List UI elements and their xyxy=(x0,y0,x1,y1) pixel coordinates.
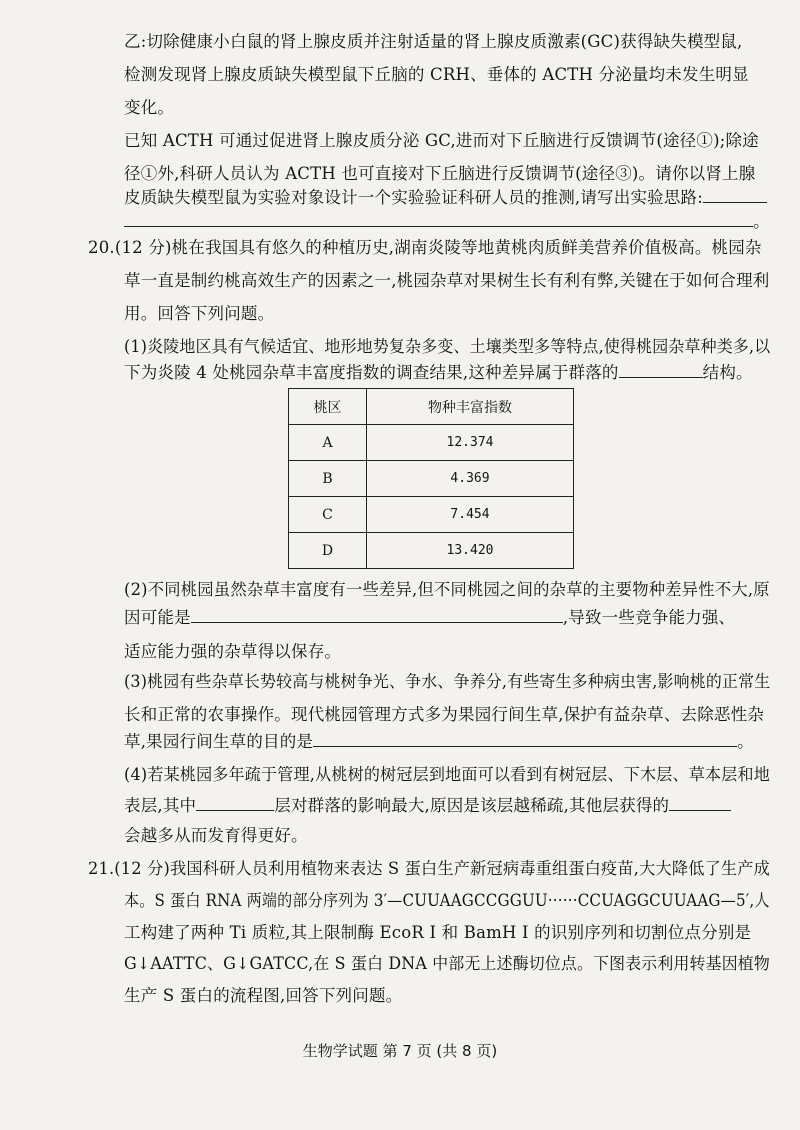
prev-line-4: 已知 ACTH 可通过促进肾上腺皮质分泌 GC,进而对下丘脑进行反馈调节(途径①);除途 xyxy=(124,131,759,150)
q20-p4-line-2 xyxy=(124,794,731,818)
q20-p3-text: 草,果园行间生草的目的是 xyxy=(124,732,314,751)
prev-line-3: 变化。 xyxy=(124,98,175,117)
q20-p1-text: 下为炎陵 4 处桃园杂草丰富度指数的调查结果,这种差异属于群落的 xyxy=(124,363,619,382)
prev-line-6-text: 皮质缺失模型鼠为实验对象设计一个实验验证科研人员的推测,请写出实验思路: xyxy=(124,188,704,207)
prev-line-6 xyxy=(124,186,767,210)
page-footer: 生物学试题 第 7 页 (共 8 页) xyxy=(302,1042,498,1060)
cell-area: A xyxy=(289,425,367,461)
q21-text-1: 我国科研人员利用植物来表达 S 蛋白生产新冠病毒重组蛋白疫苗,大大降低了生产成 xyxy=(169,859,771,878)
q20-number: 20. xyxy=(88,238,115,257)
q20-p3-line-3 xyxy=(124,730,754,754)
q20-score: (12 分) xyxy=(114,238,172,257)
q21-line-4: G↓AATTC、G↓GATCC,在 S 蛋白 DNA 中部无上述酶切位点。下图表示利用转基因植物 xyxy=(124,954,770,973)
q20-p3-line-2: 长和正常的农事操作。现代桃园管理方式多为果园行间生草,保护有益杂草、去除恶性杂 xyxy=(124,705,765,724)
q21-line-5: 生产 S 蛋白的流程图,回答下列问题。 xyxy=(124,986,403,1005)
q20-p4-text-b: 层对群落的影响最大,原因是该层越稀疏,其他层获得的 xyxy=(274,796,670,815)
prev-line-1: 乙:切除健康小白鼠的肾上腺皮质并注射适量的肾上腺皮质激素(GC)获得缺失模型鼠, xyxy=(124,32,743,51)
q20-intro-3: 用。回答下列问题。 xyxy=(124,304,275,323)
cell-index: 12.374 xyxy=(367,425,574,461)
cell-area: B xyxy=(289,461,367,497)
q21-line-3: 工构建了两种 Ti 质粒,其上限制酶 EcoR Ⅰ 和 BamH Ⅰ 的识别序列和切割位点分别是 xyxy=(124,923,752,942)
q21-score: (12 分) xyxy=(114,859,170,878)
q20-p2-text: 因可能是 xyxy=(124,608,191,627)
cell-area: C xyxy=(289,497,367,533)
q20-p2-line-2 xyxy=(124,606,735,630)
q20-p3-end: 。 xyxy=(737,732,754,751)
q21-number: 21. xyxy=(88,859,115,878)
q20-p3-line-1: (3)桃园有些杂草长势较高与桃树争光、争水、争养分,有些寄生多种病虫害,影响桃的正常生 xyxy=(124,672,771,691)
table-row xyxy=(289,425,574,461)
cell-index: 13.420 xyxy=(367,533,574,569)
cell-index: 7.454 xyxy=(367,497,574,533)
answer-blank-q20-4b[interactable] xyxy=(669,794,731,811)
q20-p2-line-1: (2)不同桃园虽然杂草丰富度有一些差异,但不同桃园之间的杂草的主要物种差异性不大,原 xyxy=(124,580,770,599)
q21-line-1 xyxy=(88,857,770,881)
answer-blank-q20-3[interactable] xyxy=(313,730,737,747)
header-richness-index: 物种丰富指数 xyxy=(367,389,574,425)
answer-blank-q20-2[interactable] xyxy=(191,606,563,623)
q20-intro-2: 草一直是制约桃高效生产的因素之一,桃园杂草对果树生长有利有弊,关键在于如何合理利 xyxy=(124,271,770,290)
header-peach-area: 桃区 xyxy=(289,389,367,425)
richness-table xyxy=(288,388,574,569)
answer-blank-q20-1[interactable] xyxy=(619,361,703,378)
q20-p2-line-3: 适应能力强的杂草得以保存。 xyxy=(124,642,342,661)
q20-p2-mid: ,导致一些竞争能力强、 xyxy=(562,608,736,627)
prev-line-5: 径①外,科研人员认为 ACTH 也可直接对下丘脑进行反馈调节(途径③)。请你以肾上腺 xyxy=(124,164,756,183)
q20-p4-text-a: 表层,其中 xyxy=(124,796,197,815)
prev-line-7 xyxy=(124,210,770,234)
q20-p1-tail: 结构。 xyxy=(702,363,753,382)
table-row xyxy=(289,461,574,497)
prev-end-mark: 。 xyxy=(753,212,770,231)
answer-blank-prev-a[interactable] xyxy=(703,186,767,203)
table-row xyxy=(289,497,574,533)
answer-blank-prev-b[interactable] xyxy=(124,210,753,227)
answer-blank-q20-4a[interactable] xyxy=(196,794,274,811)
table-header-row xyxy=(289,389,574,425)
q20-p4-line-1: (4)若某桃园多年疏于管理,从桃树的树冠层到地面可以看到有树冠层、下木层、草本层和地 xyxy=(124,765,771,784)
cell-area: D xyxy=(289,533,367,569)
prev-line-2: 检测发现肾上腺皮质缺失模型鼠下丘脑的 CRH、垂体的 ACTH 分泌量均未发生明显 xyxy=(124,65,749,84)
q20-p4-line-3: 会越多从而发育得更好。 xyxy=(124,826,308,845)
cell-index: 4.369 xyxy=(367,461,574,497)
q21-line-2: 本。S 蛋白 RNA 两端的部分序列为 3′—CUUAAGCCGGUU······CCUAGGCUUAAG—5′,人 xyxy=(124,891,770,910)
q20-p1-line-2 xyxy=(124,361,753,385)
q20-p1-line-1: (1)炎陵地区具有气候适宜、地形地势复杂多变、土壤类型多等特点,使得桃园杂草种类多,以 xyxy=(124,337,771,356)
q20-intro-1: 桃在我国具有悠久的种植历史,湖南炎陵等地黄桃肉质鲜美营养价值极高。桃园杂 xyxy=(171,238,762,257)
q20-line-1 xyxy=(88,236,762,260)
table-row xyxy=(289,533,574,569)
